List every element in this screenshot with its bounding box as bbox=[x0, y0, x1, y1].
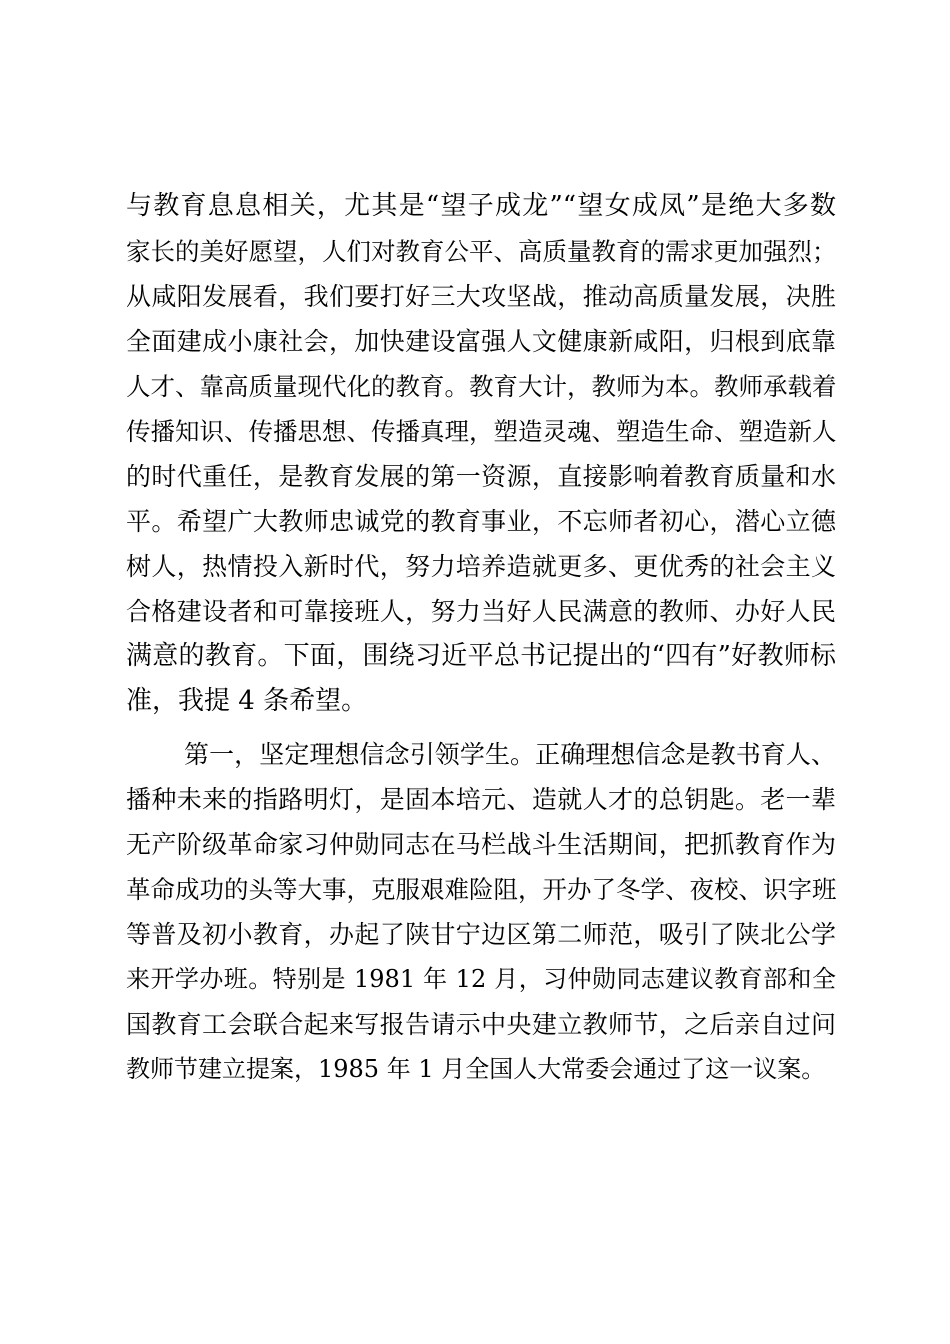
text-line: 来开学办班。特别是 1981 年 12 月，习仲勋同志建议教育部和全 bbox=[126, 965, 836, 993]
text-line: 等普及初小教育，办起了陕甘宁边区第二师范，吸引了陕北公学 bbox=[126, 920, 836, 949]
text-line: 准，我提 4 条希望。 bbox=[126, 686, 368, 716]
text-line: 第一，坚定理想信念引领学生。正确理想信念是教书育人、 bbox=[184, 740, 836, 769]
text-line: 无产阶级革命家习仲勋同志在马栏战斗生活期间，把抓教育作为 bbox=[126, 830, 836, 859]
text-line: 传播知识、传播思想、传播真理，塑造灵魂、塑造生命、塑造新人 bbox=[126, 417, 837, 446]
text-line: 平。希望广大教师忠诚党的教育事业，不忘师者初心，潜心立德 bbox=[126, 507, 836, 536]
paragraph-gap bbox=[126, 724, 836, 732]
body-text bbox=[126, 184, 836, 1092]
text-line: 从咸阳发展看，我们要打好三大攻坚战，推动高质量发展，决胜 bbox=[126, 282, 836, 311]
paragraph-2 bbox=[126, 732, 836, 1092]
text-line: 家长的美好愿望，人们对教育公平、高质量教育的需求更加强烈； bbox=[126, 237, 837, 266]
text-line: 与教育息息相关，尤其是“望子成龙”“望女成凤”是绝大多数 bbox=[126, 191, 836, 221]
text-line: 革命成功的头等大事，克服艰难险阻，开办了冬学、夜校、识字班 bbox=[126, 875, 837, 904]
text-line: 播种未来的指路明灯，是固本培元、造就人才的总钥匙。老一辈 bbox=[126, 785, 836, 814]
paragraph-1 bbox=[126, 184, 836, 724]
text-line: 人才、靠高质量现代化的教育。教育大计，教师为本。教师承载着 bbox=[126, 372, 837, 401]
text-line: 国教育工会联合起来写报告请示中央建立教师节，之后亲自过问 bbox=[126, 1010, 836, 1039]
text-line: 全面建成小康社会，加快建设富强人文健康新咸阳，归根到底靠 bbox=[126, 327, 836, 356]
text-line: 树人，热情投入新时代，努力培养造就更多、更优秀的社会主义 bbox=[126, 552, 836, 581]
text-line: 合格建设者和可靠接班人，努力当好人民满意的教师、办好人民 bbox=[126, 597, 836, 626]
text-line: 的时代重任，是教育发展的第一资源，直接影响着教育质量和水 bbox=[126, 462, 836, 491]
text-line: 满意的教育。下面，围绕习近平总书记提出的“四有”好教师标 bbox=[126, 641, 836, 671]
text-line: 教师节建立提案，1985 年 1 月全国人大常委会通过了这一议案。 bbox=[126, 1055, 826, 1083]
